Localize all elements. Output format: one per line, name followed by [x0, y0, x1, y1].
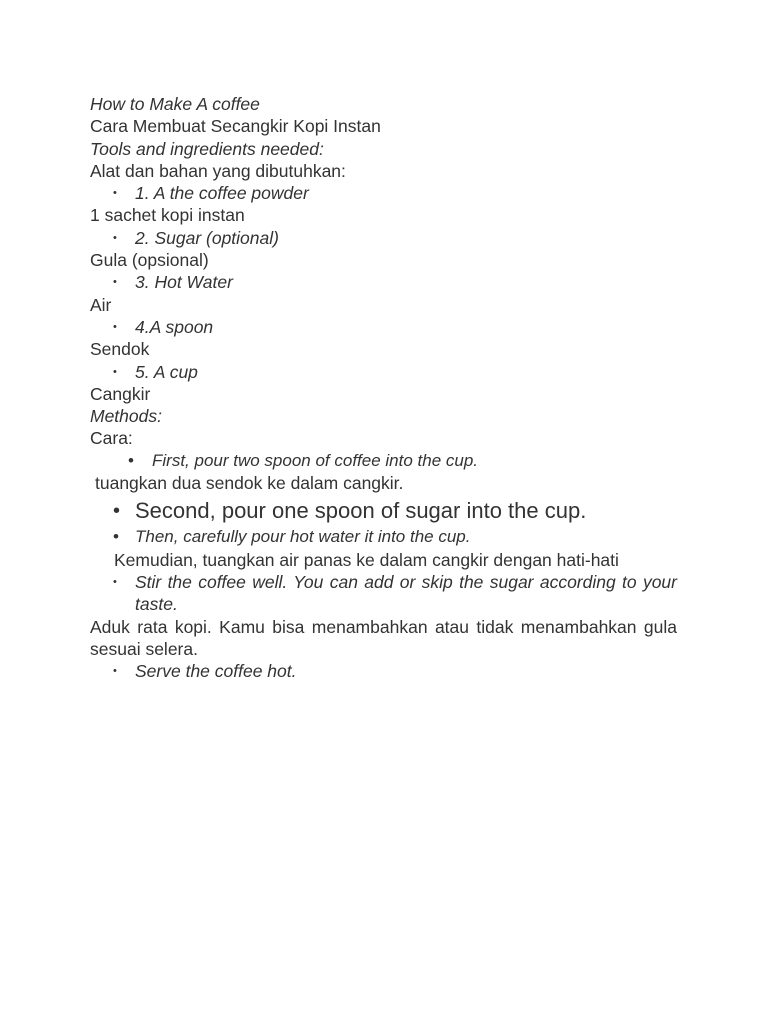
ingredient-3-indonesian: Air: [90, 294, 112, 315]
ingredient-3-english: [90, 271, 677, 293]
ingredient-text: 5. A cup: [135, 361, 198, 382]
step-1-english: [90, 450, 677, 472]
bullet-icon: •: [113, 527, 119, 547]
step-text: Then, carefully pour hot water it into the cup.: [135, 527, 471, 547]
ingredient-2-english: [90, 227, 677, 249]
bullet-icon: •: [113, 500, 121, 523]
bullet-icon: •: [113, 575, 117, 588]
tools-heading-english: Tools and ingredients needed:: [90, 138, 324, 159]
step-text: Serve the coffee hot.: [135, 661, 297, 682]
ingredient-5-english: [90, 361, 677, 383]
step-3-english: [90, 526, 677, 548]
document-page: [90, 93, 677, 682]
ingredient-text: 2. Sugar (optional): [135, 227, 279, 248]
step-text: First, pour two spoon of coffee into the cup.: [152, 450, 479, 470]
step-3-indonesian: Kemudian, tuangkan air panas ke dalam cangkir dengan hati-hati: [114, 549, 619, 570]
bullet-icon: •: [113, 276, 117, 289]
ingredient-text: 3. Hot Water: [135, 272, 233, 293]
bullet-icon: •: [113, 231, 117, 244]
methods-heading-indonesian: Cara:: [90, 428, 133, 449]
step-text: Stir the coffee well. You can add or skip the sugar according to your taste.: [135, 571, 677, 615]
ingredient-1-indonesian: 1 sachet kopi instan: [90, 205, 245, 226]
ingredient-2-indonesian: Gula (opsional): [90, 250, 209, 271]
title-indonesian: Cara Membuat Secangkir Kopi Instan: [90, 116, 381, 137]
step-1-indonesian: tuangkan dua sendok ke dalam cangkir.: [95, 473, 404, 494]
ingredient-text: 4.A spoon: [135, 316, 214, 337]
ingredient-5-indonesian: Cangkir: [90, 383, 151, 404]
step-4-indonesian: Aduk rata kopi. Kamu bisa menambahkan atau tidak menambahkan gula sesuai selera.: [90, 616, 677, 659]
methods-heading-english: Methods:: [90, 406, 162, 427]
bullet-icon: •: [128, 450, 134, 470]
tools-heading-indonesian: Alat dan bahan yang dibutuhkan:: [90, 160, 346, 181]
bullet-icon: •: [113, 665, 117, 678]
step-2-english: [90, 494, 677, 526]
ingredient-1-english: [90, 182, 677, 204]
step-4-english: [90, 571, 677, 616]
step-text: Second, pour one spoon of sugar into the cup.: [135, 498, 587, 524]
ingredient-4-indonesian: Sendok: [90, 339, 150, 360]
title-english: How to Make A coffee: [90, 94, 260, 114]
bullet-icon: •: [113, 365, 117, 378]
ingredient-4-english: [90, 316, 677, 338]
ingredient-text: 1. A the coffee powder: [135, 183, 309, 204]
bullet-icon: •: [113, 320, 117, 333]
bullet-icon: •: [113, 187, 117, 200]
step-5-english: [90, 660, 677, 682]
